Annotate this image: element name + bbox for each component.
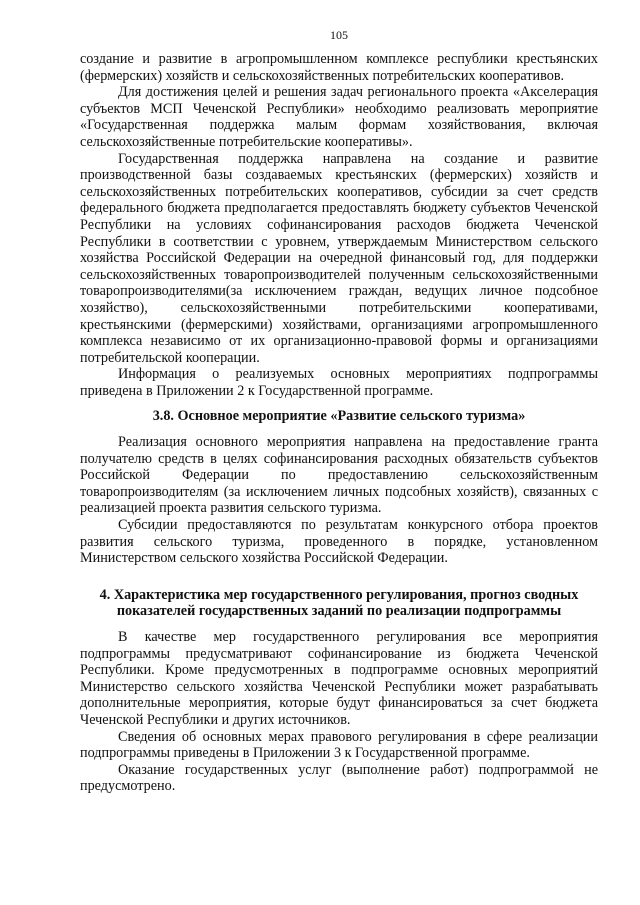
section-3-8-heading: 3.8. Основное мероприятие «Развитие сельского туризма» (152, 408, 526, 425)
paragraph-state-services: Оказание государственных услуг (выполнение работ) подпрограммой не предусмотрено. (80, 761, 598, 795)
paragraph-tourism-grant: Реализация основного мероприятия направлена на предоставление гранта получателю средств в целях софинансирования расходных обязательств субъектов Российской Федерации по предоставлению сельскохозяйственным товаропроизводителям (за исключением личных подсобных хозяйств), связанных с реализацией проекта развития сельского туризма. (80, 434, 598, 517)
page-number: 105 (330, 28, 348, 42)
paragraph-appendix-2: Информация о реализуемых основных мероприятиях подпрограммы приведена в Приложении 2 к Государственной программе. (80, 366, 598, 399)
paragraph-appendix-3: Сведения об основных мерах правового регулирования в сфере реализации подпрограммы приведены в Приложении 3 к Государственной программе. (80, 728, 598, 762)
paragraph-regulation-measures: В качестве мер государственного регулирования все мероприятия подпрограммы предусматривают софинансирование из бюджета Чеченской Республики. Кроме предусмотренных в подпрограмме основных мероприятий Министерство сельского хозяйства Чеченской Республики может разрабатывать дополнительные мероприятия, которые будут финансироваться за счет бюджета Чеченской Республики и других источников. (80, 629, 598, 728)
paragraph-regional-project: Для достижения целей и решения задач регионального проекта «Акселерация субъектов МСП Чеченской Республики» необходимо реализовать мероприятие «Государственная поддержка малым формам хозяйствования, включая сельскохозяйственные потребительские кооперативы». (80, 84, 598, 150)
document-page (80, 28, 598, 795)
section-4-heading: 4. Характеристика мер государственного регулирования, прогноз сводных показателей государственных заданий по реализации подпрограммы (99, 586, 579, 620)
paragraph-tourism-subsidies: Субсидии предоставляются по результатам конкурсного отбора проектов развития сельского туризма, проведенного в порядке, установленном Министерством сельского хозяйства Российской Федерации. (80, 517, 598, 567)
paragraph-state-support: Государственная поддержка направлена на создание и развитие производственной базы создаваемых крестьянских (фермерских) хозяйств и сельскохозяйственных потребительских кооперативов, субсидии за счет средств федерального бюджета предполагается предоставлять бюджету субъектов Чеченской Республики на условиях софинансирования расходов бюджета Чеченской Республики в соответствии с уровнем, утверждаемым Министерством сельского хозяйства Российской Федерации на очередной финансовый год, для поддержки сельскохозяйственных товаропроизводителей полученным сельскохозяйственными товаропроизводителями(за исключением граждан, ведущих личное подсобное хозяйство), сельскохозяйственными потребительскими кооперативами, крестьянскими (фермерскими) хозяйствами, организациями агропромышленного комплекса независимо от их организационно-правовой формы и организациями потребительской кооперации. (80, 150, 598, 366)
paragraph-continuation: создание и развитие в агропромышленном комплексе республики крестьянских (фермерских) хозяйств и сельскохозяйственных потребительских кооперативов. (80, 51, 598, 84)
